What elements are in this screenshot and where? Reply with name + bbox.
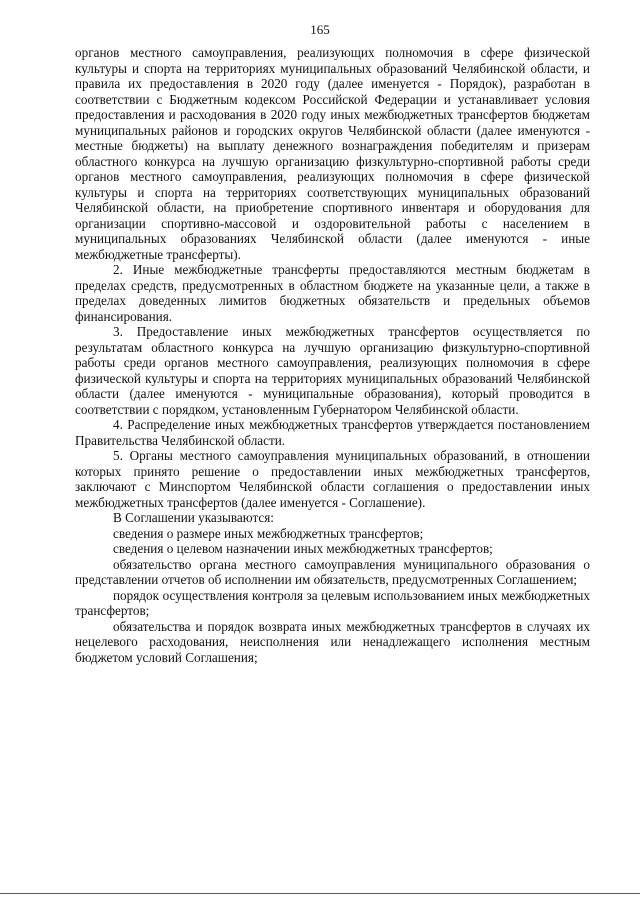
paragraph: В Соглашении указываются: <box>113 510 274 525</box>
paragraph: органов местного самоуправления, реализующих полномочия в сфере физической культуры и спорта на территориях муниципальных образований Челябинской области, и правила их предоставления в 2020 году (далее именуется - Порядок), разработан в соответствии с Бюджетным кодексом Российской Федерации и устанавливает условия предоставления и расходования в 2020 году иных межбюджетных трансфертов бюджетам муниципальных районов и городских округов Челябинской области (далее именуются - местные бюджеты) на выплату денежного вознаграждения победителям и призерам областного конкурса на лучшую организацию физкультурно-спортивной работы среди органов местного самоуправления, реализующих полномочия в сфере физической культуры и спорта на территориях соответствующих муниципальных образований Челябинской области, на приобретение спортивного инвентаря и оборудования для организации спортивно-массовой и оздоровительной работы с населением в муниципальных образованиях Челябинской области (далее именуются - иные межбюджетные трансферты). <box>75 45 590 262</box>
paragraph: сведения о целевом назначении иных межбюджетных трансфертов; <box>113 541 493 556</box>
paragraph: обязательства и порядок возврата иных межбюджетных трансфертов в случаях их нецелевого расходования, неисполнения или ненадлежащего исполнения местным бюджетом условий Соглашения; <box>75 618 590 665</box>
paragraph: 4. Распределение иных межбюджетных трансфертов утверждается постановлением Правительства Челябинской области. <box>75 417 590 448</box>
paragraph: 3. Предоставление иных межбюджетных трансфертов осуществляется по результатам областного конкурса на лучшую организацию физкультурно-спортивной работы среди органов местного самоуправления, реализующих полномочия в сфере физической культуры и спорта на территориях муниципальных образований Челябинской области (далее именуются - муниципальные образования), который проводится в соответствии с порядком, установленным Губернатором Челябинской области. <box>75 324 590 417</box>
paragraph: 5. Органы местного самоуправления муниципальных образований, в отношении которых принято решение о предоставлении иных межбюджетных трансфертов, заключают с Минспортом Челябинской области соглашения о предоставлении иных межбюджетных трансфертов (далее именуется - Соглашение). <box>75 448 590 510</box>
paragraph: порядок осуществления контроля за целевым использованием иных межбюджетных трансфертов; <box>75 587 590 618</box>
document-body <box>75 45 590 665</box>
page-number: 165 <box>310 22 330 37</box>
page-bottom-rule <box>0 893 640 894</box>
paragraph: сведения о размере иных межбюджетных трансфертов; <box>113 525 424 541</box>
paragraph: обязательство органа местного самоуправления муниципального образования о представлении отчетов об исполнении им обязательств, предусмотренных Соглашением; <box>75 556 590 587</box>
paragraph: 2. Иные межбюджетные трансферты предоставляются местным бюджетам в пределах средств, предусмотренных в областном бюджете на указанные цели, а также в пределах доведенных лимитов бюджетных обязательств и предельных объемов финансирования. <box>75 262 590 324</box>
